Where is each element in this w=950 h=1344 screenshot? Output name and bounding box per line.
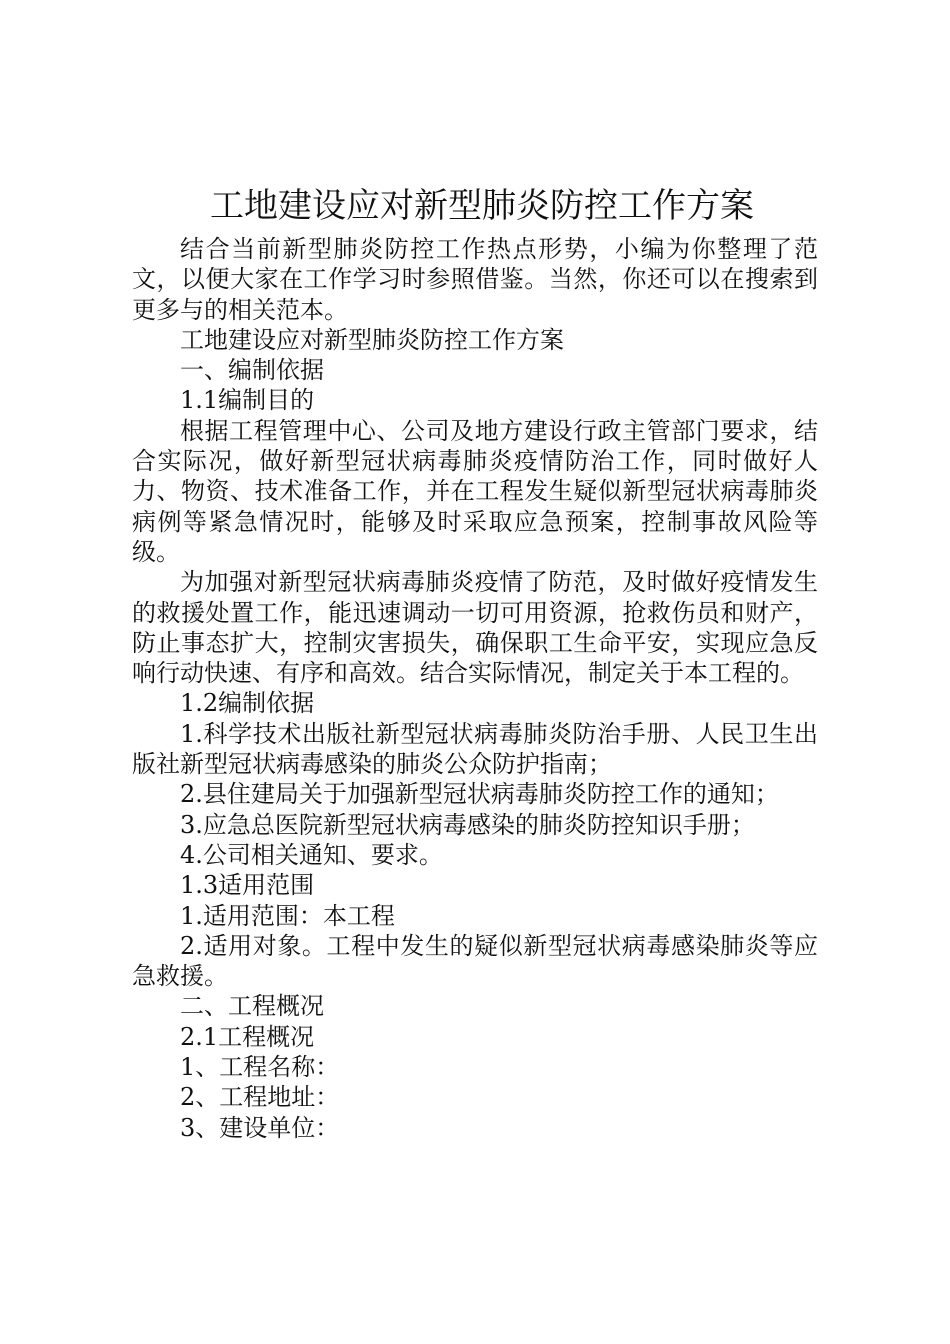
list-item: 2.县住建局关于加强新型冠状病毒肺炎防控工作的通知； (180, 780, 779, 809)
document-page (132, 178, 818, 1143)
list-item: 2.适用对象。工程中发生的疑似新型冠状病毒感染肺炎等应急救援。 (132, 931, 818, 991)
paragraph: 为加强对新型冠状病毒肺炎疫情了防范，及时做好疫情发生的救援处置工作，能迅速调动一切可用资源，抢救伤员和财产，防止事态扩大，控制灾害损失，确保职工生命平安，实现应急反响行动快速、有序和高效。结合实际情况，制定关于本工程的。 (132, 568, 818, 688)
intro-paragraph: 结合当前新型肺炎防控工作热点形势，小编为你整理了范文，以便大家在工作学习时参照借鉴。当然，你还可以在搜索到更多与的相关范本。 (132, 235, 818, 324)
list-item: 3、建设单位： (180, 1113, 340, 1142)
subsection-heading: 2.1工程概况 (180, 1022, 315, 1051)
list-item: 1.科学技术出版社新型冠状病毒肺炎防治手册、人民卫生出版社新型冠状病毒感染的肺炎公众防护指南； (132, 719, 818, 779)
subsection-heading: 1.1编制目的 (180, 386, 315, 415)
subsection-heading: 1.3适用范围 (180, 871, 315, 900)
list-item: 4.公司相关通知、要求。 (180, 840, 443, 869)
section-heading: 二、工程概况 (180, 992, 324, 1021)
subsection-heading: 1.2编制依据 (180, 689, 315, 718)
list-item: 3.应急总医院新型冠状病毒感染的肺炎防控知识手册； (180, 810, 755, 839)
document-body (132, 234, 818, 1143)
list-item: 2、工程地址： (180, 1083, 340, 1112)
document-title: 工地建设应对新型肺炎防控工作方案 (210, 186, 754, 226)
list-item: 1.适用范围：本工程 (180, 901, 395, 930)
section-heading: 一、编制依据 (180, 356, 324, 385)
list-item: 1、工程名称： (180, 1053, 340, 1082)
paragraph: 根据工程管理中心、公司及地方建设行政主管部门要求，结合实际况，做好新型冠状病毒肺炎疫情防治工作，同时做好人力、物资、技术准备工作，并在工程发生疑似新型冠状病毒肺炎病例等紧急情况时，能够及时采取应急预案，控制事故风险等级。 (132, 416, 818, 566)
subtitle: 工地建设应对新型肺炎防控工作方案 (180, 325, 564, 354)
